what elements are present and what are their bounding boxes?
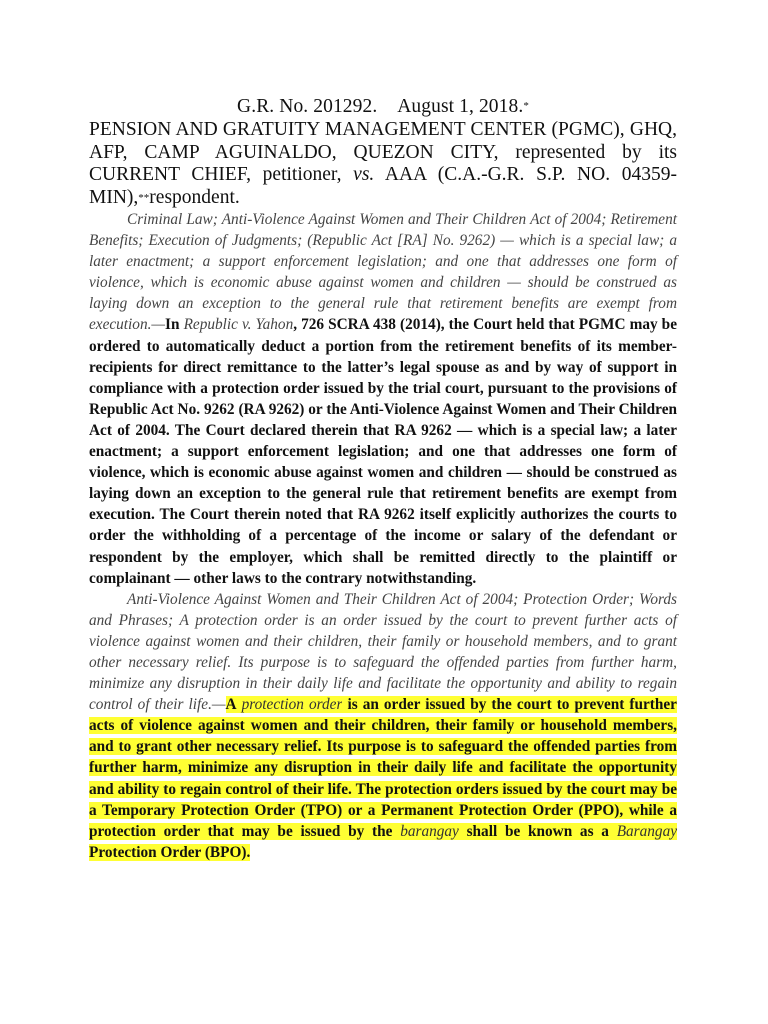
highlighted-term-barangay-capital: Barangay [616, 822, 678, 840]
footnote-mark: * [523, 100, 529, 112]
highlighted-term-barangay: barangay [400, 822, 459, 840]
syllabus-headnote-1: Criminal Law; Anti-Violence Against Women and Their Children Act of 2004; Retirement Benefits; Execution of Judgments; (Republic Act [RA] No. 9262) — which is a special law; a later enactment; a support enforcement legislation; and one that addresses one form of violence, which is economic abuse against women and children — should be construed as laying down an exception to the general rule that retirement benefits are exempt from execution.— [89, 211, 677, 334]
respondent-name: AAA (C.A.-G.R. S.P. NO. 04359-MIN), [89, 164, 678, 208]
highlighted-holding-c: shall be known as a [466, 822, 609, 840]
respondent-label: respondent. [149, 186, 240, 208]
case-heading [89, 94, 677, 119]
highlighted-holding-a: A [225, 696, 237, 714]
document-page [89, 94, 677, 863]
versus-text: vs. [353, 164, 375, 185]
syllabus-headnote-2: Anti-Violence Against Women and Their Children Act of 2004; Protection Order; Words and Phrases; A protection order is an order issued by the court to prevent further acts of violence against women and their children, their family or household members, and to grant other necessary relief. Its purpose is to safeguard the offended parties from further harm, minimize any disruption in their daily life and facilitate the opportunity and ability to regain control of their life.— [89, 590, 677, 714]
highlighted-term-protection-order: protection order [241, 696, 343, 714]
syllabus-paragraph-2 [89, 589, 677, 863]
case-reference: Republic v. Yahon [183, 316, 294, 334]
case-title [89, 119, 677, 209]
highlighted-holding-d: Protection Order (BPO). [89, 843, 251, 861]
syllabus-paragraph-1 [89, 209, 677, 589]
highlighted-holding-b: is an order issued by the court to prevent further acts of violence against women and their children, their family or household members, and to grant other necessary relief. Its purpose is to safeguard the offended parties from further harm, minimize any disruption in their daily life and facilitate the opportunity and ability to regain control of their life. The protection orders issued by the court may be a Temporary Protection Order (TPO) or a Permanent Protection Order (PPO), while a protection order that may be issued by the [89, 696, 677, 840]
petitioner-text: PENSION AND GRATUITY MANAGEMENT CENTER (PGMC), GHQ, AFP, CAMP AGUINALDO, QUEZON CITY, represented by its CURRENT CHIEF, petitioner, [89, 119, 677, 185]
respondent-footnote-mark: ** [138, 191, 150, 204]
case-number: G.R. No. 201292. [237, 96, 378, 117]
case-date: August 1, 2018. [397, 96, 524, 117]
holding-in-word: In [165, 316, 180, 334]
holding-text-1: , 726 SCRA 438 (2014), the Court held that PGMC may be ordered to automatically deduct a portion from the retirement benefits of its member-recipients for direct remittance to the latter’s legal spouse as and by way of support in compliance with a protection order issued by the trial court, pursuant to the provisions of Republic Act No. 9262 (RA 9262) or the Anti-Violence Against Women and Their Children Act of 2004. The Court declared therein that RA 9262 — which is a special law; a later enactment; a support enforcement legislation; and one that addresses one form of violence, which is economic abuse against women and children — should be construed as laying down an exception to the general rule that retirement benefits are exempt from execution. The Court therein noted that RA 9262 itself explicitly authorizes the courts to order the withholding of a percentage of the income or salary of the defendant or respondent by the employer, which shall be remitted directly to the plaintiff or complainant — other laws to the contrary notwithstanding. [89, 316, 677, 587]
